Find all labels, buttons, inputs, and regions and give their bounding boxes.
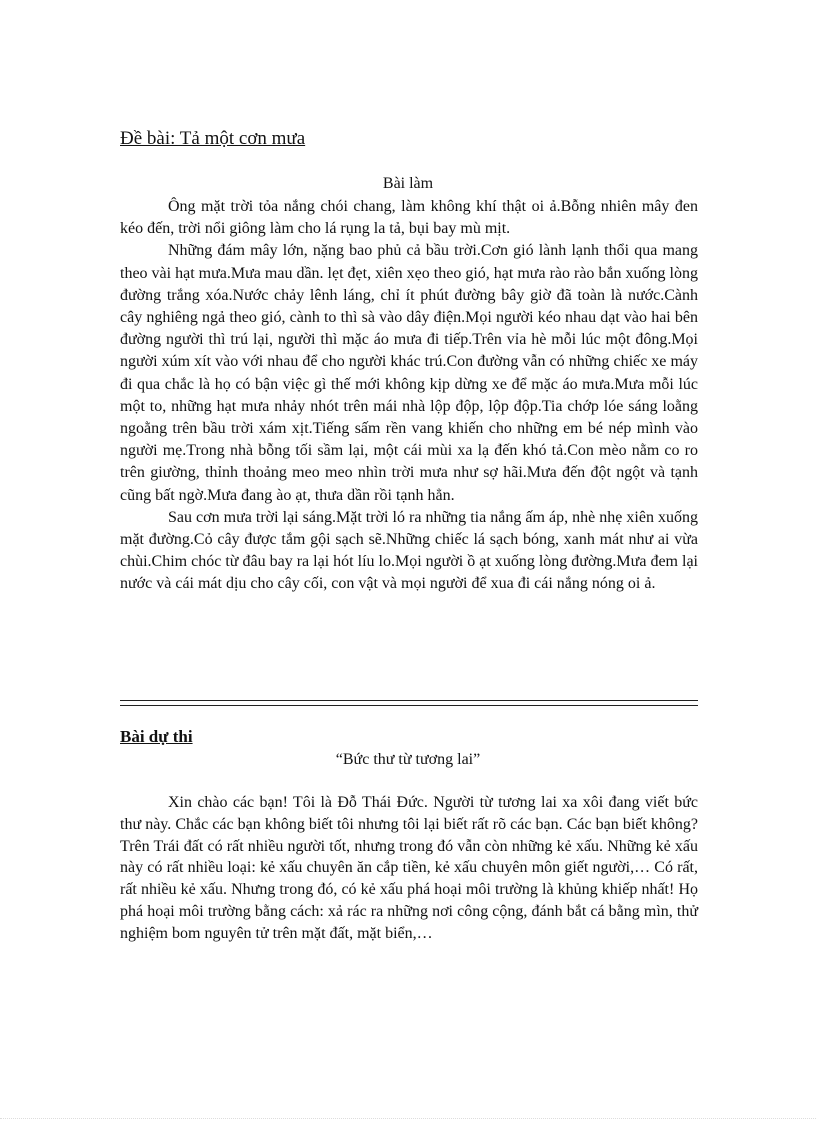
essay2-body	[120, 792, 698, 945]
essay2-title: Bài dự thi	[120, 727, 193, 746]
section-divider	[120, 700, 698, 706]
essay1-paragraph: Những đám mây lớn, nặng bao phủ cả bầu trời.Cơn gió lành lạnh thổi qua mang theo vài hạt mưa.Mưa mau dần. lẹt đẹt, xiên xẹo theo gió, hạt mưa rào rào bắn xuống lòng đường trắng xóa.Nước chảy lênh láng, chỉ ít phút đường bây giờ đã toàn là nước.Cành cây nghiêng ngả theo gió, cành to thì sà vào dây điện.Mọi người kéo nhau dạt vào hai bên đường người thì trú lại, người thì mặc áo mưa đi tiếp.Trên vỉa hè mỗi lúc một đông.Mọi người xúm xít vào với nhau để cho người khác trú.Con đường vẫn có những chiếc xe máy đi qua chắc là họ có bận việc gì thế mới không kịp dừng xe để mặc áo mưa.Mưa mỗi lúc một to, những hạt mưa nhảy nhót trên mái nhà lộp độp, lộp độp.Tia chớp lóe sáng loằng ngoằng trên bầu trời xám xịt.Tiếng sấm rền vang khiến cho những em bé nép mình vào người mẹ.Trong nhà bỗng tối sầm lại, một cái mùi xa lạ đến khó tả.Con mèo nằm co ro trên giường, thỉnh thoảng meo meo nhìn trời mưa như sợ hãi.Mưa đến đột ngột và tạnh cũng bất ngờ.Mưa đang ào ạt, thưa dần rồi tạnh hẳn.	[120, 242, 698, 504]
essay1-paragraph: Sau cơn mưa trời lại sáng.Mặt trời ló ra những tia nắng ấm áp, nhè nhẹ xiên xuống mặt đường.Cỏ cây được tắm gội sạch sẽ.Những chiếc lá sạch bóng, xanh mát như ai vừa chùi.Chim chóc từ đâu bay ra lại hót líu lo.Mọi người ồ ạt xuống lòng đường.Mưa đem lại nước và cái mát dịu cho cây cối, con vật và mọi người để xua đi cái nắng nóng oi ả.	[120, 508, 698, 593]
essay1-body	[120, 196, 698, 596]
essay2-paragraph: Xin chào các bạn! Tôi là Đỗ Thái Đức. Người từ tương lai xa xôi đang viết bức thư này. Chắc các bạn không biết tôi nhưng tôi lại biết rất rõ các bạn. Các bạn biết không? Trên Trái đất có rất nhiều người tốt, nhưng trong đó vẫn còn những kẻ xấu. Những kẻ xấu này có rất nhiều loại: kẻ xấu chuyên ăn cắp tiền, kẻ xấu chuyên môn giết người,… Có rất, rất nhiều kẻ xấu. Nhưng trong đó, có kẻ xấu phá hoại môi trường là khủng khiếp nhất! Họ phá hoại môi trường bằng cách: xả rác ra những nơi công cộng, đánh bắt cá bằng mìn, thử nghiệm bom nguyên tử trên mặt đất, mặt biển,…	[120, 794, 698, 942]
essay1-paragraph: Ông mặt trời tỏa nắng chói chang, làm không khí thật oi ả.Bỗng nhiên mây đen kéo đến, trời nổi giông làm cho lá rụng la tả, bụi bay mù mịt.	[120, 198, 698, 238]
essay2-subtitle: “Bức thư từ tương lai”	[335, 751, 481, 768]
page-bottom-edge	[0, 1118, 816, 1119]
essay1-subtitle: Bài làm	[382, 175, 434, 192]
essay1-title: Đề bài: Tả một cơn mưa	[120, 128, 306, 149]
